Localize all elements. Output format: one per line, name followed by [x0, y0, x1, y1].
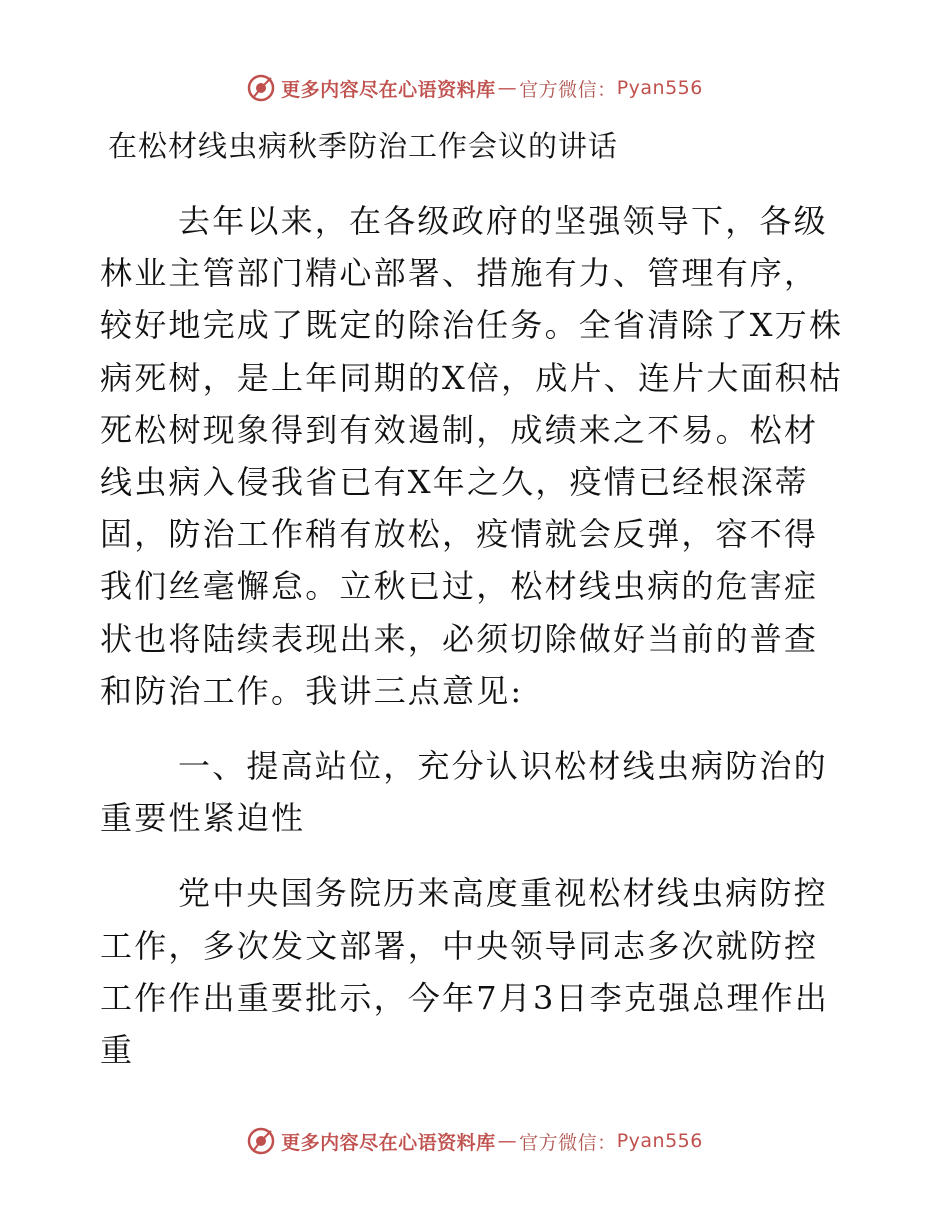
- watermark-dash: —: [497, 1130, 518, 1152]
- stamp-logo-icon: [247, 74, 275, 102]
- section-paragraph: 党中央国务院历来高度重视松材线虫病防控工作，多次发文部署，中央领导同志多次就防控工作作出重要批示，今年7月3日李克强总理作出重: [100, 874, 830, 1070]
- stamp-logo-icon: [247, 1127, 275, 1155]
- watermark-text: 更多内容尽在心语资料库: [281, 78, 496, 101]
- watermark-text: 更多内容尽在心语资料库: [281, 1131, 496, 1154]
- watermark-wechat-id: Pyan556: [616, 1130, 703, 1152]
- document-body: [100, 195, 850, 1076]
- watermark-label: 官方微信：: [519, 1131, 617, 1154]
- header-watermark: [0, 68, 950, 108]
- document-title: 在松材线虫病秋季防治工作会议的讲话: [108, 129, 619, 163]
- watermark-label: 官方微信：: [519, 78, 617, 101]
- footer-watermark: [0, 1121, 950, 1161]
- watermark-wechat-id: Pyan556: [616, 77, 703, 99]
- intro-paragraph: 去年以来，在各级政府的坚强领导下，各级林业主管部门精心部署、措施有力、管理有序，较好地完成了既定的除治任务。全省清除了X万株病死树，是上年同期的X倍，成片、连片大面积枯死松树现象得到有效遏制，成绩来之不易。松材线虫病入侵我省已有X年之久，疫情已经根深蒂固，防治工作稍有放松，疫情就会反弹，容不得我们丝毫懈怠。立秋已过，松材线虫病的危害症状也将陆续表现出来，必须切除做好当前的普查和防治工作。我讲三点意见:: [100, 202, 844, 710]
- watermark-dash: —: [497, 77, 518, 99]
- section-heading: 一、提高站位，充分认识松材线虫病防治的重要性紧迫性: [100, 747, 828, 838]
